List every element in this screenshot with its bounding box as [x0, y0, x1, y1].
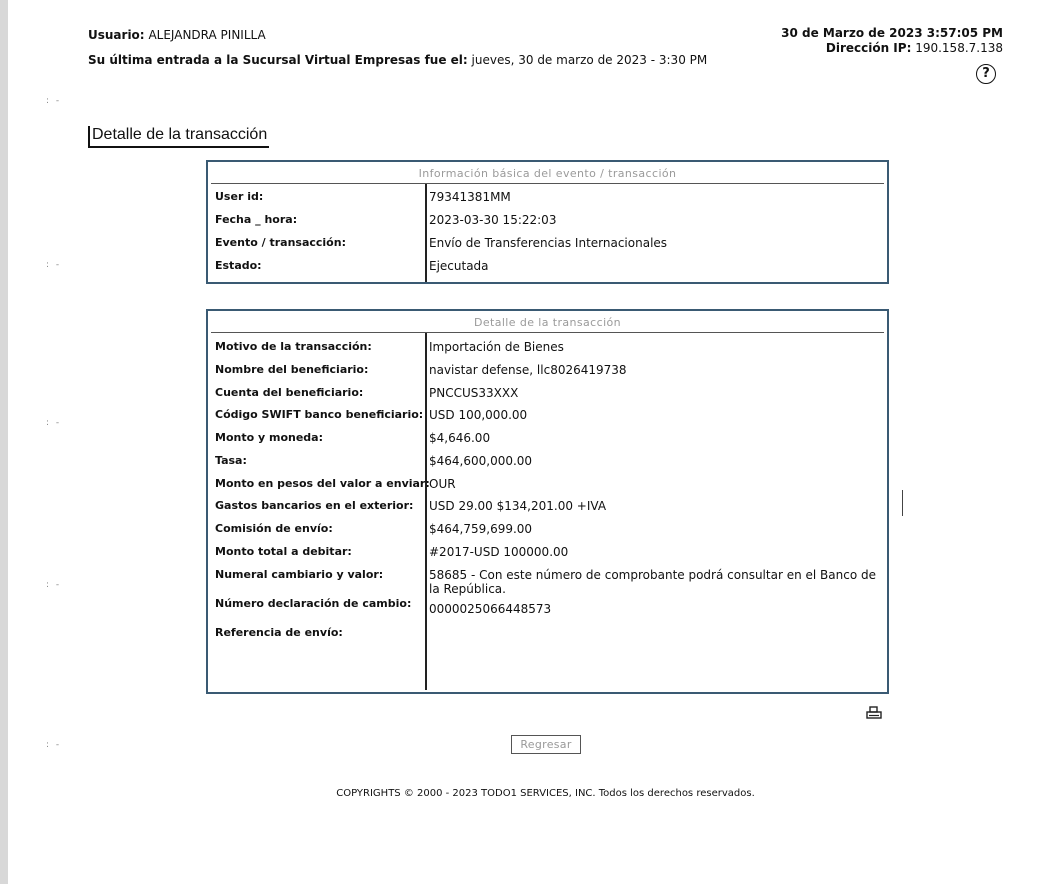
field-label: Comisión de envío:: [215, 522, 333, 535]
field-label: Tasa:: [215, 454, 247, 467]
field-label: Nombre del beneficiario:: [215, 363, 369, 376]
detail-row: [208, 626, 887, 646]
field-value: USD 29.00 $134,201.00 +IVA: [429, 499, 607, 513]
field-value: navistar defense, llc8026419738: [429, 363, 627, 377]
detail-row: [208, 522, 887, 542]
basic-info-panel: [206, 160, 889, 284]
info-row: [208, 213, 887, 233]
field-label: Código SWIFT banco beneficiario:: [215, 408, 424, 421]
help-icon[interactable]: ?: [976, 64, 996, 84]
field-label: Monto y moneda:: [215, 431, 323, 444]
field-value: $464,759,699.00: [429, 522, 533, 536]
field-value: 2023-03-30 15:22:03: [429, 213, 557, 227]
field-label: Evento / transacción:: [215, 236, 346, 249]
detail-caption: Detalle de la transacción: [211, 313, 884, 333]
field-value: Envío de Transferencias Internacionales: [429, 236, 668, 250]
session-info: [781, 26, 1003, 56]
info-row: [208, 259, 887, 279]
detail-row: [208, 545, 887, 565]
detail-row: [208, 340, 887, 360]
detail-row: [208, 597, 887, 617]
field-label: Monto en pesos del valor a enviar:: [215, 477, 430, 490]
field-value: PNCCUS33XXX: [429, 386, 519, 400]
field-value: 79341381MM: [429, 190, 511, 204]
field-value: 58685 - Con este número de comprobante podrá consultar en el Banco de la República.: [429, 568, 876, 596]
detail-row: [208, 386, 887, 406]
basic-info-caption: Información básica del evento / transacción: [211, 164, 884, 184]
field-label: Gastos bancarios en el exterior:: [215, 499, 414, 512]
info-row: [208, 190, 887, 210]
field-label: Estado:: [215, 259, 262, 272]
last-login-value: jueves, 30 de marzo de 2023 - 3:30 PM: [471, 53, 708, 67]
field-label: User id:: [215, 190, 264, 203]
field-value: OUR: [429, 477, 456, 491]
field-label: Cuenta del beneficiario:: [215, 386, 364, 399]
field-value: USD 100,000.00: [429, 408, 528, 422]
scan-mark: [902, 490, 903, 516]
detail-row: [208, 363, 887, 383]
user-name: ALEJANDRA PINILLA: [148, 28, 266, 42]
field-label: Motivo de la transacción:: [215, 340, 372, 353]
field-value: Ejecutada: [429, 259, 489, 273]
detail-row: [208, 477, 887, 497]
user-label: Usuario:: [88, 28, 145, 42]
field-label: Referencia de envío:: [215, 626, 343, 639]
copyright-footer: COPYRIGHTS © 2000 - 2023 TODO1 SERVICES, INC. Todos los derechos reservados.: [336, 788, 755, 799]
back-button[interactable]: Regresar: [511, 735, 581, 754]
field-value: Importación de Bienes: [429, 340, 564, 354]
field-label: Numeral cambiario y valor:: [215, 568, 384, 581]
detail-row: [208, 499, 887, 519]
field-label: Fecha _ hora:: [215, 213, 298, 226]
field-label: Monto total a debitar:: [215, 545, 352, 558]
left-page-edge: [0, 0, 8, 884]
last-login-info: [88, 53, 707, 67]
margin-mark: : -: [46, 96, 62, 106]
info-row: [208, 236, 887, 256]
ip-value: 190.158.7.138: [915, 41, 1003, 55]
current-datetime: 30 de Marzo de 2023 3:57:05 PM: [781, 26, 1003, 40]
detail-row: [208, 431, 887, 451]
printer-icon[interactable]: [866, 706, 882, 720]
transaction-detail-panel: [206, 309, 889, 694]
field-value: $464,600,000.00: [429, 454, 533, 468]
margin-mark: : -: [46, 418, 62, 428]
margin-mark: : -: [46, 580, 62, 590]
ip-label: Dirección IP:: [825, 41, 912, 55]
margin-mark: : -: [46, 740, 62, 750]
margin-mark: : -: [46, 260, 62, 270]
ip-address: [781, 41, 1003, 56]
field-value: $4,646.00: [429, 431, 491, 445]
page-title: Detalle de la transacción: [88, 126, 269, 148]
detail-row: [208, 454, 887, 474]
field-value: #2017-USD 100000.00: [429, 545, 569, 559]
user-info: [88, 28, 266, 42]
last-login-label: Su última entrada a la Sucursal Virtual Empresas fue el:: [88, 53, 468, 67]
field-label: Número declaración de cambio:: [215, 597, 412, 610]
detail-row: [208, 408, 887, 428]
field-value: 0000025066448573: [429, 602, 552, 616]
